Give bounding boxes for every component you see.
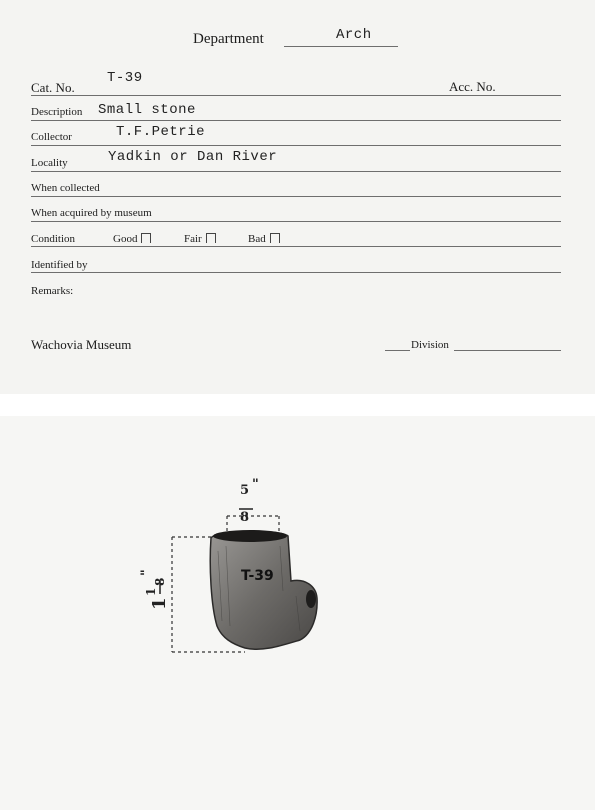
division-label: Division bbox=[411, 339, 449, 351]
when-collected-line bbox=[31, 196, 561, 197]
cat-no-line bbox=[31, 95, 561, 96]
locality-line bbox=[31, 171, 561, 172]
cat-no-value: T-39 bbox=[107, 70, 143, 86]
fair-checkbox[interactable] bbox=[206, 233, 216, 243]
division-line bbox=[454, 350, 561, 351]
when-acquired-label: When acquired by museum bbox=[31, 207, 152, 219]
condition-bad: Bad bbox=[248, 233, 280, 245]
collector-line bbox=[31, 145, 561, 146]
identified-by-label: Identified by bbox=[31, 259, 88, 271]
condition-line bbox=[31, 246, 561, 247]
remarks-label: Remarks: bbox=[31, 285, 74, 297]
museum-name: Wachovia Museum bbox=[31, 337, 132, 352]
condition-good: Good bbox=[113, 233, 151, 245]
description-value: Small stone bbox=[98, 102, 196, 118]
height-denominator: 8 bbox=[153, 577, 167, 586]
cat-no-label: Cat. No. bbox=[31, 80, 75, 95]
identified-by-line bbox=[31, 272, 561, 273]
collector-label: Collector bbox=[31, 131, 72, 143]
condition-label: Condition bbox=[31, 233, 76, 245]
pipe-drawing bbox=[0, 416, 595, 810]
width-inch-mark: " bbox=[252, 477, 259, 492]
height-inch-mark: " bbox=[139, 569, 154, 576]
pipe-bowl-opening bbox=[213, 530, 287, 542]
width-numerator: 5 bbox=[240, 483, 250, 498]
pipe-stem-hole bbox=[306, 590, 316, 608]
condition-fair: Fair bbox=[184, 233, 216, 245]
bad-checkbox[interactable] bbox=[270, 233, 280, 243]
catalog-card-front bbox=[0, 0, 595, 394]
collector-value: T.F.Petrie bbox=[116, 124, 206, 140]
when-acquired-line bbox=[31, 221, 561, 222]
locality-label: Locality bbox=[31, 157, 68, 169]
department-value: Arch bbox=[336, 27, 372, 43]
description-label: Description bbox=[31, 106, 83, 118]
height-dimension bbox=[139, 564, 185, 614]
height-numerator: 1 bbox=[144, 587, 158, 596]
acc-no-label: Acc. No. bbox=[449, 79, 496, 94]
pipe-label: T-39 bbox=[241, 568, 274, 584]
catalog-card-back bbox=[0, 416, 595, 810]
description-line bbox=[31, 120, 561, 121]
locality-value: Yadkin or Dan River bbox=[108, 149, 278, 165]
department-line bbox=[284, 46, 398, 47]
when-collected-label: When collected bbox=[31, 182, 100, 194]
division-lead-line bbox=[385, 350, 410, 351]
height-whole: 1 bbox=[149, 597, 170, 610]
good-checkbox[interactable] bbox=[141, 233, 151, 243]
department-label: Department bbox=[193, 31, 264, 47]
width-denominator: 8 bbox=[240, 510, 250, 525]
